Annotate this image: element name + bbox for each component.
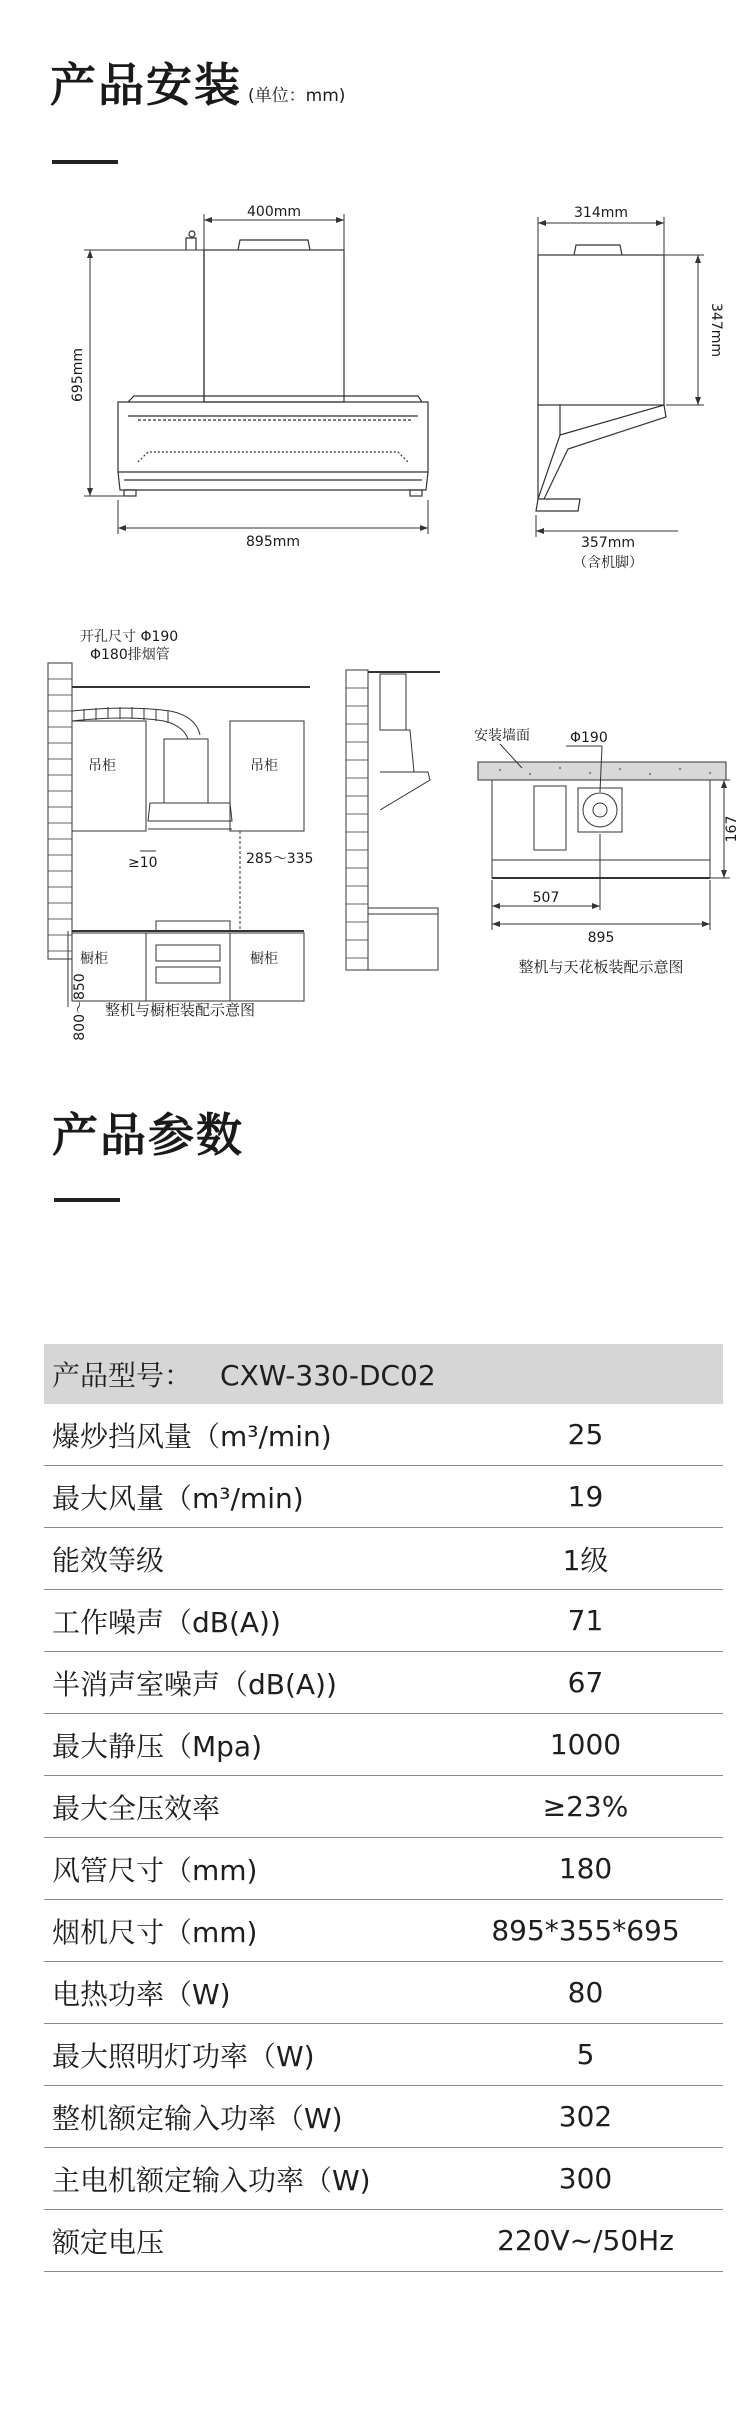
counter-height-label: 800～850: [72, 973, 88, 1041]
table-row: [44, 1776, 723, 1838]
param-value: 302: [472, 2086, 723, 2148]
param-value: 1000: [472, 1714, 723, 1776]
param-name: 最大风量（m³/min): [44, 1466, 472, 1528]
param-value: 300: [472, 2148, 723, 2210]
offset-label: 507: [532, 890, 560, 906]
table-row: [44, 1404, 723, 1466]
range-label: 285～335: [246, 851, 314, 867]
param-value: ≥23%: [472, 1776, 723, 1838]
param-value: 80: [472, 1962, 723, 2024]
param-value: 5: [472, 2024, 723, 2086]
param-value: 25: [472, 1404, 723, 1466]
lower-cabinet-right-label: 橱柜: [250, 951, 278, 967]
param-name: 主电机额定输入功率（W): [44, 2148, 472, 2210]
param-name: 工作噪声（dB(A)): [44, 1590, 472, 1652]
hole-size-label: 开孔尺寸 Φ190: [80, 629, 179, 645]
side-top-label: 314mm: [574, 205, 628, 221]
param-name: 能效等级: [44, 1528, 472, 1590]
param-name: 爆炒挡风量（m³/min): [44, 1404, 472, 1466]
cabinet-caption: 整机与橱柜装配示意图: [104, 1001, 256, 1019]
param-name: 额定电压: [44, 2210, 472, 2272]
param-name: 半消声室噪声（dB(A)): [44, 1652, 472, 1714]
ceiling-assembly-drawing: [470, 710, 740, 1000]
front-height-label: 695mm: [70, 348, 86, 402]
param-value: 895*355*695: [472, 1900, 723, 1962]
model-cell: [44, 1344, 723, 1404]
install-title-rule: [52, 160, 118, 164]
param-value: 220V~/50Hz: [472, 2210, 723, 2272]
model-label: 产品型号：: [52, 1359, 193, 1392]
table-row: [44, 1652, 723, 1714]
wall-label: 安装墙面: [474, 728, 530, 744]
param-name: 电热功率（W): [44, 1962, 472, 2024]
param-value: 71: [472, 1590, 723, 1652]
table-row: [44, 1466, 723, 1528]
front-view-drawing: [68, 204, 448, 550]
param-value: 19: [472, 1466, 723, 1528]
param-value: 1级: [472, 1528, 723, 1590]
param-name: 最大全压效率: [44, 1776, 472, 1838]
ceiling-height-label: 167: [724, 815, 740, 843]
table-row: [44, 2210, 723, 2272]
param-name: 烟机尺寸（mm): [44, 1900, 472, 1962]
table-row: [44, 1838, 723, 1900]
param-value: 180: [472, 1838, 723, 1900]
ceiling-caption: 整机与天花板装配示意图: [518, 958, 684, 976]
duct-diameter-label: Φ190: [570, 730, 608, 746]
spec-table: [44, 1344, 723, 2272]
side-height-label: 347mm: [708, 303, 724, 357]
param-name: 风管尺寸（mm): [44, 1838, 472, 1900]
param-name: 最大静压（Mpa): [44, 1714, 472, 1776]
unit-note: (单位：mm): [248, 86, 346, 106]
side-note-label: （含机脚）: [573, 555, 643, 571]
upper-cabinet-left-label: 吊柜: [88, 758, 116, 774]
gap-label: ≥10: [128, 855, 158, 871]
model-value: CXW-330-DC02: [220, 1359, 436, 1392]
wall-side-drawing: [340, 660, 450, 990]
side-view-drawing: [500, 205, 724, 575]
params-title-rule: [54, 1198, 120, 1202]
params-title: 产品参数: [52, 1108, 244, 1162]
table-row: [44, 2086, 723, 2148]
install-title: 产品安装 (单位：mm): [50, 58, 346, 112]
front-width-label: 400mm: [247, 204, 301, 220]
table-row: [44, 1962, 723, 2024]
table-row: [44, 1714, 723, 1776]
width-label: 895: [587, 930, 615, 946]
table-row: [44, 2024, 723, 2086]
front-total-label: 895mm: [246, 534, 300, 550]
param-name: 最大照明灯功率（W): [44, 2024, 472, 2086]
side-bottom-label: 357mm: [581, 535, 635, 551]
pipe-size-label: Φ180排烟管: [90, 647, 170, 663]
table-row: [44, 1900, 723, 1962]
param-value: 67: [472, 1652, 723, 1714]
table-row: [44, 1590, 723, 1652]
upper-cabinet-right-label: 吊柜: [250, 758, 278, 774]
table-row: [44, 1528, 723, 1590]
model-row: [44, 1344, 723, 1404]
lower-cabinet-left-label: 橱柜: [80, 951, 108, 967]
table-row: [44, 2148, 723, 2210]
param-name: 整机额定输入功率（W): [44, 2086, 472, 2148]
